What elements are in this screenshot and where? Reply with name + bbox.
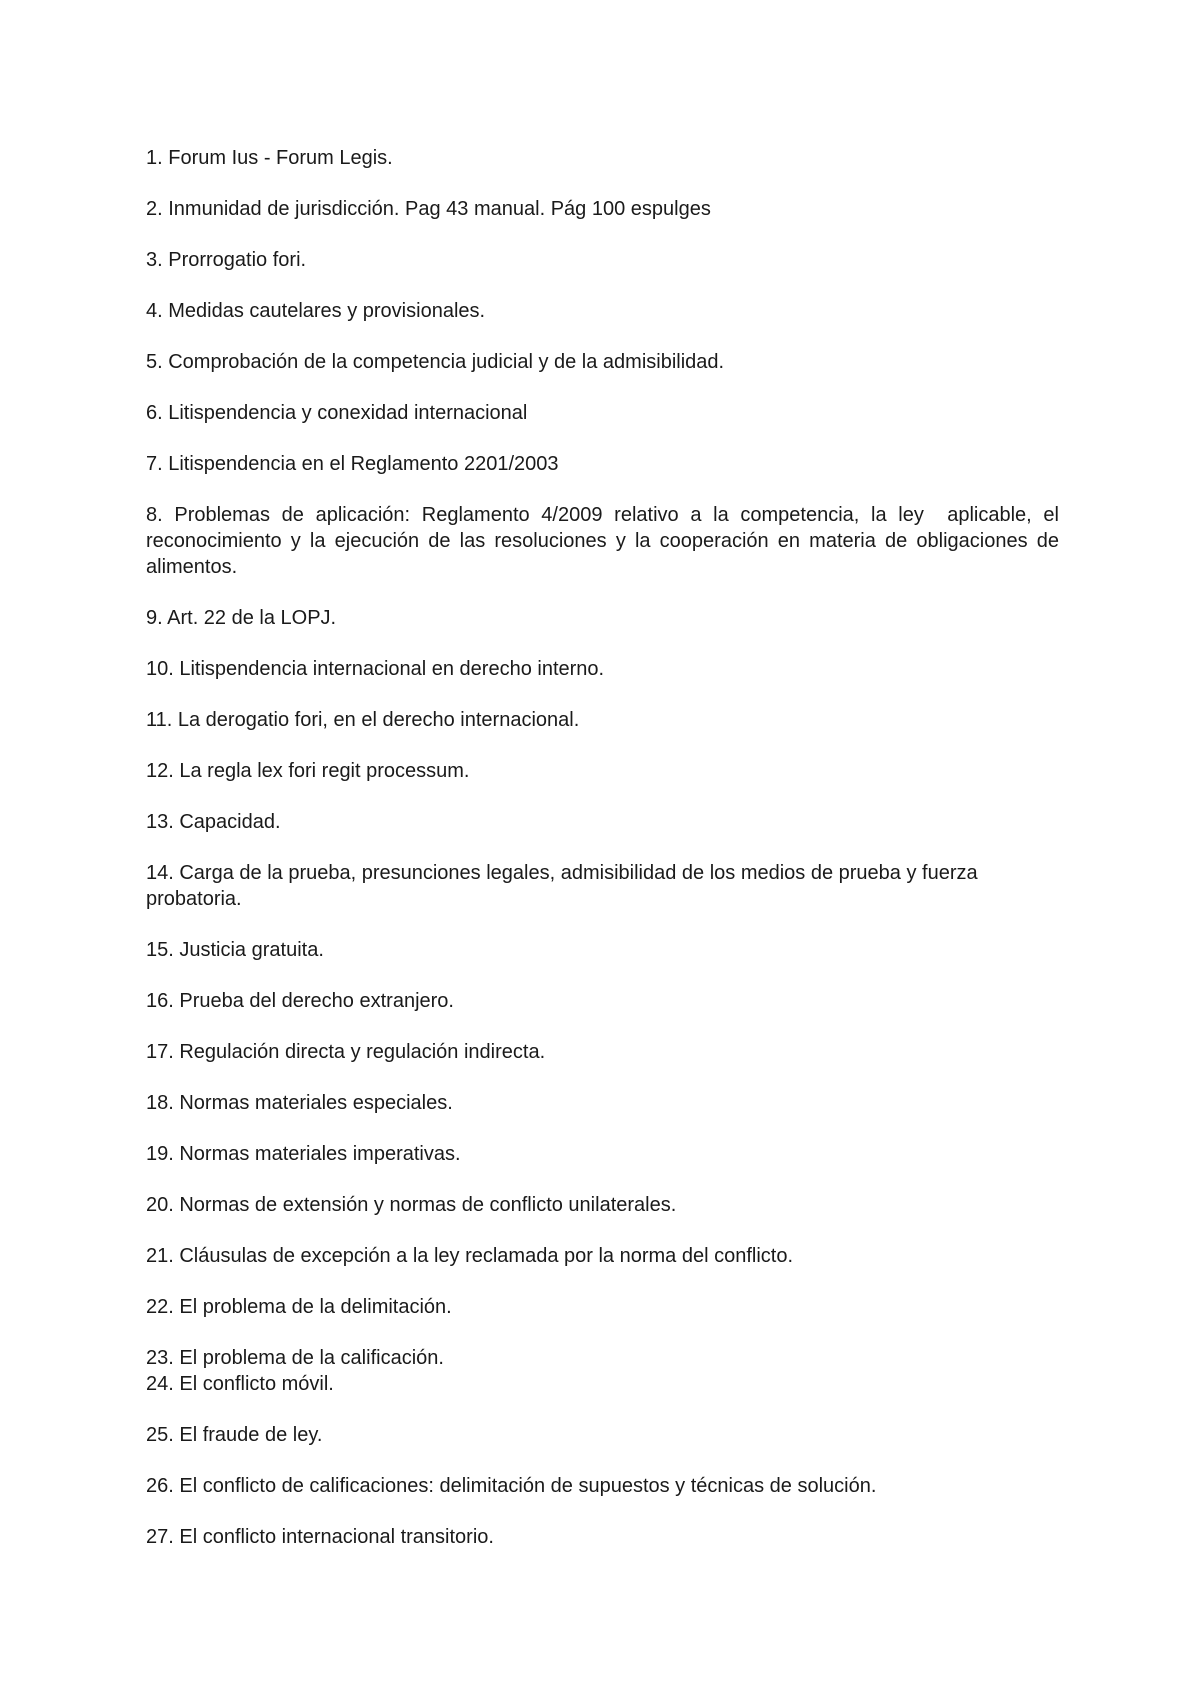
list-item: 3. Prorrogatio fori. <box>146 249 307 271</box>
list-item: 5. Comprobación de la competencia judicial y de la admisibilidad. <box>146 351 725 373</box>
list-item: 23. El problema de la calificación. <box>146 1347 444 1369</box>
list-item: 10. Litispendencia internacional en derecho interno. <box>146 658 605 680</box>
list-item: 4. Medidas cautelares y provisionales. <box>146 300 486 322</box>
list-item: 26. El conflicto de calificaciones: delimitación de supuestos y técnicas de solución. <box>146 1475 877 1497</box>
list-item: 7. Litispendencia en el Reglamento 2201/2003 <box>146 453 559 475</box>
list-item: 25. El fraude de ley. <box>146 1424 323 1446</box>
list-item: 9. Art. 22 de la LOPJ. <box>146 607 337 629</box>
list-item: 2. Inmunidad de jurisdicción. Pag 43 manual. Pág 100 espulges <box>146 198 711 220</box>
list-item: 19. Normas materiales imperativas. <box>146 1143 461 1165</box>
list-item: 20. Normas de extensión y normas de conflicto unilaterales. <box>146 1194 677 1216</box>
list-item: 17. Regulación directa y regulación indirecta. <box>146 1041 546 1063</box>
list-item: 6. Litispendencia y conexidad internacional <box>146 402 528 424</box>
topic-list <box>146 145 1066 1575</box>
list-item: 22. El problema de la delimitación. <box>146 1296 452 1318</box>
list-item: 16. Prueba del derecho extranjero. <box>146 990 454 1012</box>
list-item: 8. Problemas de aplicación: Reglamento 4/2009 relativo a la competencia, la ley aplicable, el reconocimiento y la ejecución de las resoluciones y la cooperación en materia de obligaciones de alimentos. <box>146 504 1066 578</box>
list-item: 1. Forum Ius - Forum Legis. <box>146 147 393 169</box>
list-item: 11. La derogatio fori, en el derecho internacional. <box>146 709 580 731</box>
list-item: 15. Justicia gratuita. <box>146 939 324 961</box>
list-item: 27. El conflicto internacional transitorio. <box>146 1526 494 1548</box>
list-item: 13. Capacidad. <box>146 811 281 833</box>
list-item: 12. La regla lex fori regit processum. <box>146 760 470 782</box>
list-item: 21. Cláusulas de excepción a la ley reclamada por la norma del conflicto. <box>146 1245 794 1267</box>
list-item: 18. Normas materiales especiales. <box>146 1092 453 1114</box>
list-item: 14. Carga de la prueba, presunciones legales, admisibilidad de los medios de prueba y fuerza probatoria. <box>146 862 984 910</box>
list-item: 24. El conflicto móvil. <box>146 1373 334 1395</box>
